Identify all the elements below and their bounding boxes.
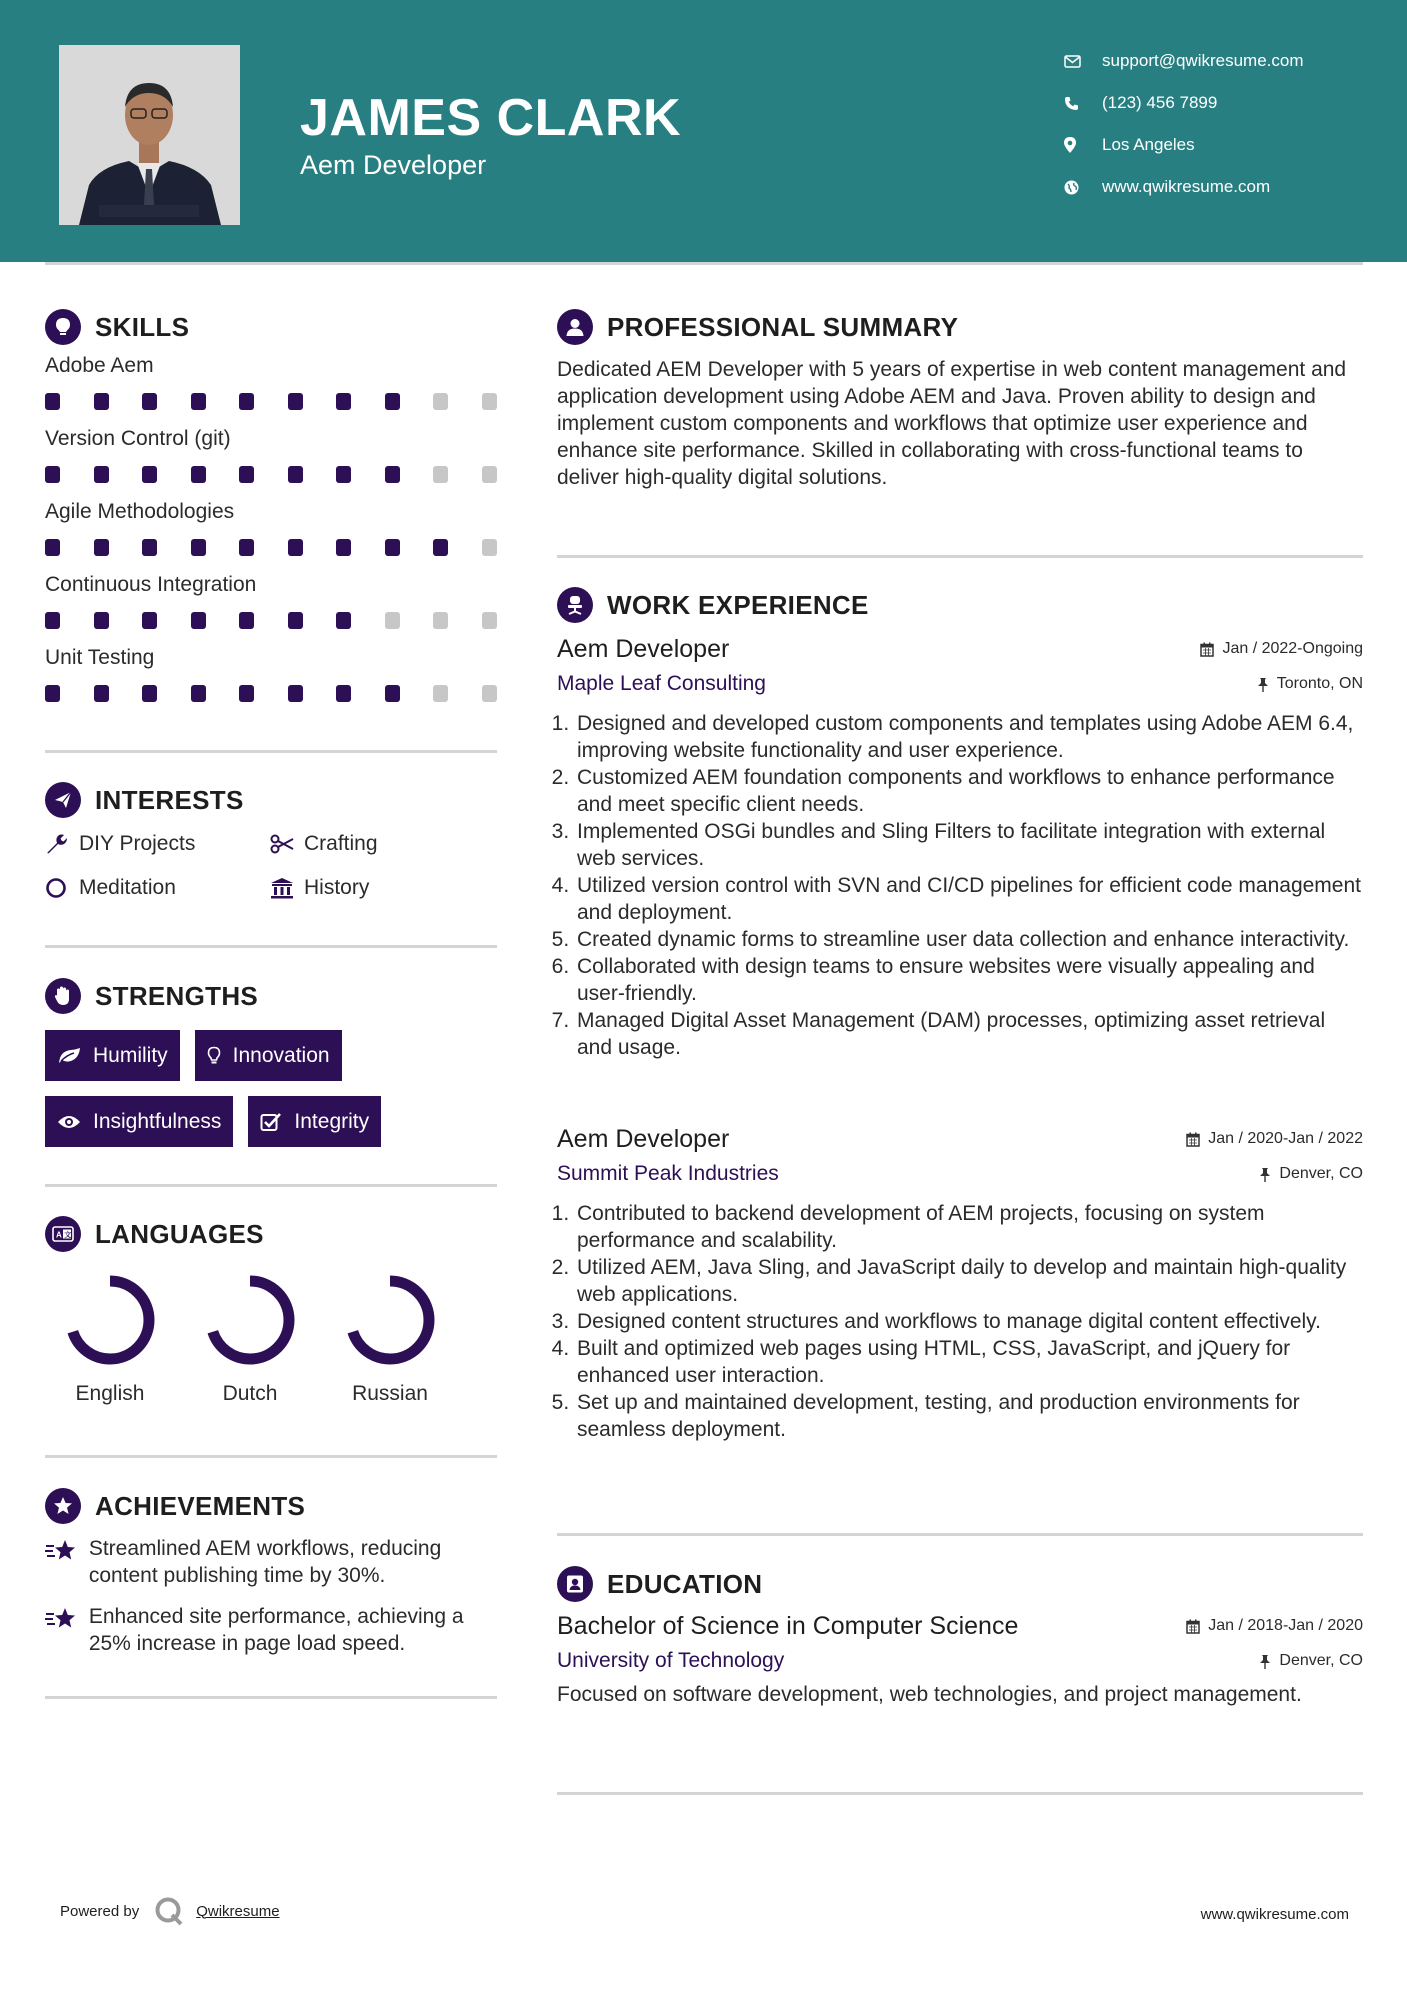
strength-label: Integrity xyxy=(294,1109,370,1133)
summary-heading xyxy=(557,309,958,345)
rating-dot-empty xyxy=(385,612,400,629)
language-level-arc xyxy=(351,1281,429,1359)
rating-dot-filled xyxy=(288,466,303,483)
rating-dot-filled xyxy=(336,685,351,702)
language-icon xyxy=(45,1216,81,1252)
rating-dot-filled xyxy=(239,393,254,410)
language-item xyxy=(325,1270,455,1406)
strength-badge xyxy=(45,1096,233,1147)
strength-badge xyxy=(248,1096,381,1147)
rating-dot-filled xyxy=(45,685,60,702)
rating-dot-filled xyxy=(94,612,109,629)
lightbulb-icon xyxy=(45,309,81,345)
rating-dot-empty xyxy=(433,466,448,483)
rating-dot-filled xyxy=(191,539,206,556)
rating-dot-filled xyxy=(142,612,157,629)
rating-dot-filled xyxy=(288,685,303,702)
footer-branding xyxy=(60,1896,280,1926)
interest-label: Crafting xyxy=(304,832,378,855)
job-location-text: Denver, CO xyxy=(1279,1165,1363,1182)
pushpin-icon xyxy=(1257,677,1269,692)
rating-dot-filled xyxy=(288,612,303,629)
rating-dot-filled xyxy=(45,393,60,410)
university-icon xyxy=(270,877,304,899)
achievements-divider xyxy=(45,1696,497,1699)
rating-dot-filled xyxy=(191,466,206,483)
education-location xyxy=(1259,1652,1363,1670)
contact-email[interactable] xyxy=(1064,40,1304,82)
envelope-icon xyxy=(1064,55,1102,68)
duty-item: 2. Customized AEM foundation components and workflows to enhance performance and meet specific client needs. xyxy=(575,764,1363,818)
rating-dot-filled xyxy=(94,393,109,410)
rating-dot-filled xyxy=(239,612,254,629)
strengths-heading xyxy=(45,978,258,1014)
education-divider xyxy=(557,1792,1363,1795)
duty-item: 5. Created dynamic forms to streamline user data collection and enhance interactivity. xyxy=(575,926,1363,953)
language-level-ring xyxy=(340,1270,440,1370)
svg-text:文: 文 xyxy=(64,1232,72,1239)
skills-divider xyxy=(45,750,497,753)
contact-website-text: www.qwikresume.com xyxy=(1102,177,1271,196)
check-square-icon xyxy=(260,1112,282,1132)
contact-phone[interactable] xyxy=(1064,82,1304,124)
job-location xyxy=(1259,1165,1363,1183)
rating-dot-empty xyxy=(433,685,448,702)
rating-dot-filled xyxy=(433,539,448,556)
skill-rating xyxy=(45,385,497,427)
language-level-ring xyxy=(60,1270,160,1370)
rating-dot-filled xyxy=(45,539,60,556)
hand-icon xyxy=(45,978,81,1014)
contact-list xyxy=(1064,40,1304,208)
skills-heading xyxy=(45,309,189,345)
school-name: University of Technology xyxy=(557,1649,785,1672)
contact-phone-text: (123) 456 7899 xyxy=(1102,93,1218,112)
summary-text: Dedicated AEM Developer with 5 years of expertise in web content management and application development using Adobe AEM and Java. Proven ability to design and implement custom components and workflows that optimize user experience and enhance site performance. Skilled in collaborating with cross-functional teams to deliver high-quality digital solutions. xyxy=(557,358,1347,489)
job-duties xyxy=(575,1200,1363,1443)
strength-badge xyxy=(45,1030,180,1081)
rating-dot-filled xyxy=(142,466,157,483)
globe-icon xyxy=(1064,180,1102,195)
rating-dot-filled xyxy=(142,539,157,556)
duty-item: 6. Collaborated with design teams to ensure websites were visually appealing and user-friendly. xyxy=(575,953,1363,1007)
paper-plane-icon xyxy=(45,782,81,818)
office-chair-icon xyxy=(557,587,593,623)
achievement-item xyxy=(45,1603,497,1657)
eye-icon xyxy=(57,1114,81,1130)
rating-dot-empty xyxy=(482,685,497,702)
rating-dot-filled xyxy=(191,612,206,629)
language-label: Dutch xyxy=(222,1382,278,1405)
rating-dot-filled xyxy=(336,393,351,410)
experience-divider xyxy=(557,1533,1363,1536)
interest-item xyxy=(270,873,490,903)
language-level-arc xyxy=(211,1281,289,1359)
skill-name: Version Control (git) xyxy=(45,427,231,450)
languages-divider xyxy=(45,1455,497,1458)
rating-dot-empty xyxy=(433,393,448,410)
interest-item xyxy=(45,873,270,903)
achievement-item xyxy=(45,1535,497,1589)
strength-label: Insightfulness xyxy=(93,1109,222,1133)
rating-dot-filled xyxy=(191,685,206,702)
education-heading xyxy=(557,1566,762,1602)
language-item xyxy=(45,1270,175,1406)
education-location-text: Denver, CO xyxy=(1279,1652,1363,1669)
rating-dot-empty xyxy=(482,393,497,410)
skill-rating xyxy=(45,677,497,719)
strength-label: Innovation xyxy=(232,1043,330,1067)
contact-email-text: support@qwikresume.com xyxy=(1102,51,1304,70)
candidate-name: JAMES CLARK xyxy=(300,89,682,147)
profile-photo xyxy=(59,45,240,225)
job-entry xyxy=(557,632,1363,1061)
leaf-icon xyxy=(57,1047,81,1065)
rating-dot-filled xyxy=(385,685,400,702)
interest-label: History xyxy=(304,876,370,899)
rating-dot-filled xyxy=(94,466,109,483)
interests-heading xyxy=(45,782,244,818)
summary-title: PROFESSIONAL SUMMARY xyxy=(607,311,959,342)
rating-dot-filled xyxy=(142,393,157,410)
skill-rating xyxy=(45,458,497,500)
degree-title: Bachelor of Science in Computer Science xyxy=(557,1611,1019,1640)
duty-item: 4. Built and optimized web pages using HTML, CSS, JavaScript, and jQuery for enhanced user interaction. xyxy=(575,1335,1363,1389)
rating-dot-filled xyxy=(336,539,351,556)
rating-dot-filled xyxy=(239,539,254,556)
job-date-text: Jan / 2020-Jan / 2022 xyxy=(1208,1130,1363,1147)
contact-location xyxy=(1064,124,1304,166)
company-name: Summit Peak Industries xyxy=(557,1162,779,1185)
calendar-icon xyxy=(1186,1132,1200,1147)
header-divider xyxy=(45,262,1363,265)
candidate-title: Aem Developer xyxy=(300,150,487,180)
interests-list xyxy=(45,829,497,903)
rating-dot-filled xyxy=(142,685,157,702)
award-star-icon xyxy=(45,1488,81,1524)
strengths-list xyxy=(45,1030,497,1147)
job-date xyxy=(1186,1130,1363,1148)
duty-item: 1. Contributed to backend development of AEM projects, focusing on system performance and scalability. xyxy=(575,1200,1363,1254)
rating-dot-filled xyxy=(385,393,400,410)
rating-dot-filled xyxy=(239,685,254,702)
skill-rating xyxy=(45,604,497,646)
rating-dot-filled xyxy=(45,466,60,483)
language-label: Russian xyxy=(352,1382,428,1405)
achievements-title: ACHIEVEMENTS xyxy=(95,1490,306,1521)
duty-item: 3. Designed content structures and workflows to manage digital content effectively. xyxy=(575,1308,1363,1335)
rating-dot-filled xyxy=(191,393,206,410)
job-title: Aem Developer xyxy=(557,1124,730,1153)
education-date xyxy=(1186,1617,1363,1635)
qwikresume-link[interactable]: Qwikresume xyxy=(196,1902,280,1920)
interest-item xyxy=(270,829,490,859)
job-date xyxy=(1200,640,1363,658)
skill-name: Continuous Integration xyxy=(45,573,257,596)
languages-title: LANGUAGES xyxy=(95,1218,264,1249)
duty-item: 5. Set up and maintained development, testing, and production environments for seamless deployment. xyxy=(575,1389,1363,1443)
summary-divider xyxy=(557,555,1363,558)
interest-item xyxy=(45,829,270,859)
rating-dot-filled xyxy=(385,539,400,556)
education-description: Focused on software development, web technologies, and project management. xyxy=(557,1683,1302,1706)
job-date-text: Jan / 2022-Ongoing xyxy=(1222,640,1363,657)
education-entry xyxy=(557,1609,1363,1708)
strength-label: Humility xyxy=(93,1043,168,1067)
rating-dot-filled xyxy=(45,612,60,629)
job-entry xyxy=(557,1122,1363,1443)
footer-website[interactable]: www.qwikresume.com xyxy=(1200,1906,1349,1923)
languages-heading xyxy=(45,1216,264,1252)
wrench-icon xyxy=(45,833,79,855)
rating-dot-empty xyxy=(482,612,497,629)
shooting-star-icon xyxy=(45,1603,89,1637)
achievement-text: Streamlined AEM workflows, reducing content publishing time by 30%. xyxy=(88,1537,442,1587)
language-level-ring xyxy=(200,1270,300,1370)
job-location xyxy=(1257,675,1363,693)
rating-dot-filled xyxy=(94,539,109,556)
powered-by-text: Powered by xyxy=(60,1902,140,1920)
achievements-heading xyxy=(45,1488,305,1524)
duty-item: 7. Managed Digital Asset Management (DAM) processes, optimizing asset retrieval and usage. xyxy=(575,1007,1363,1061)
interests-title: INTERESTS xyxy=(95,784,244,815)
qwikresume-logo-icon xyxy=(154,1896,184,1926)
skill-name: Unit Testing xyxy=(45,646,155,669)
education-title: EDUCATION xyxy=(607,1568,763,1599)
language-label: English xyxy=(75,1382,145,1405)
skills-title: SKILLS xyxy=(95,311,190,342)
skills-list xyxy=(45,354,497,719)
shooting-star-icon xyxy=(45,1535,89,1569)
calendar-icon xyxy=(1200,642,1214,657)
interest-label: DIY Projects xyxy=(79,832,196,855)
job-location-text: Toronto, ON xyxy=(1276,675,1363,692)
rating-dot-empty xyxy=(433,612,448,629)
rating-dot-filled xyxy=(94,685,109,702)
circle-icon xyxy=(45,877,79,899)
interest-label: Meditation xyxy=(79,876,176,899)
contact-website[interactable] xyxy=(1064,166,1304,208)
duty-item: 1. Designed and developed custom components and templates using Adobe AEM 6.4, improving website functionality and user experience. xyxy=(575,710,1363,764)
rating-dot-filled xyxy=(239,466,254,483)
interests-divider xyxy=(45,945,497,948)
rating-dot-filled xyxy=(288,539,303,556)
lightbulb-icon xyxy=(207,1046,221,1066)
skill-name: Agile Methodologies xyxy=(45,500,235,523)
rating-dot-filled xyxy=(385,466,400,483)
job-title: Aem Developer xyxy=(557,634,730,663)
map-marker-icon xyxy=(1064,137,1102,153)
languages-list xyxy=(45,1270,455,1406)
language-item xyxy=(185,1270,315,1406)
rating-dot-filled xyxy=(288,393,303,410)
rating-dot-empty xyxy=(482,466,497,483)
calendar-icon xyxy=(1186,1619,1200,1634)
rating-dot-filled xyxy=(336,612,351,629)
svg-text:A: A xyxy=(56,1230,62,1240)
rating-dot-empty xyxy=(482,539,497,556)
experience-title: WORK EXPERIENCE xyxy=(607,589,869,620)
pushpin-icon xyxy=(1259,1167,1271,1182)
pushpin-icon xyxy=(1259,1654,1271,1669)
rating-dot-filled xyxy=(336,466,351,483)
strength-badge xyxy=(195,1030,342,1081)
resume-header xyxy=(0,0,1407,262)
skill-name: Adobe Aem xyxy=(45,354,154,377)
duty-item: 4. Utilized version control with SVN and CI/CD pipelines for efficient code management and deployment. xyxy=(575,872,1363,926)
experience-heading xyxy=(557,587,869,623)
scissors-icon xyxy=(270,834,304,854)
achievement-text: Enhanced site performance, achieving a 25% increase in page load speed. xyxy=(88,1605,464,1655)
language-level-arc xyxy=(71,1281,149,1359)
education-date-text: Jan / 2018-Jan / 2020 xyxy=(1208,1617,1363,1634)
achievements-list xyxy=(45,1535,497,1671)
skill-rating xyxy=(45,531,497,573)
strengths-title: STRENGTHS xyxy=(95,980,259,1011)
duty-item: 2. Utilized AEM, Java Sling, and JavaScript daily to develop and maintain high-quality web applications. xyxy=(575,1254,1363,1308)
contact-location-text: Los Angeles xyxy=(1102,135,1195,154)
graduate-icon xyxy=(557,1566,593,1602)
job-duties xyxy=(575,710,1363,1061)
phone-icon xyxy=(1064,96,1102,111)
strengths-divider xyxy=(45,1184,497,1187)
duty-item: 3. Implemented OSGi bundles and Sling Filters to facilitate integration with external web services. xyxy=(575,818,1363,872)
company-name: Maple Leaf Consulting xyxy=(557,672,766,695)
user-icon xyxy=(557,309,593,345)
